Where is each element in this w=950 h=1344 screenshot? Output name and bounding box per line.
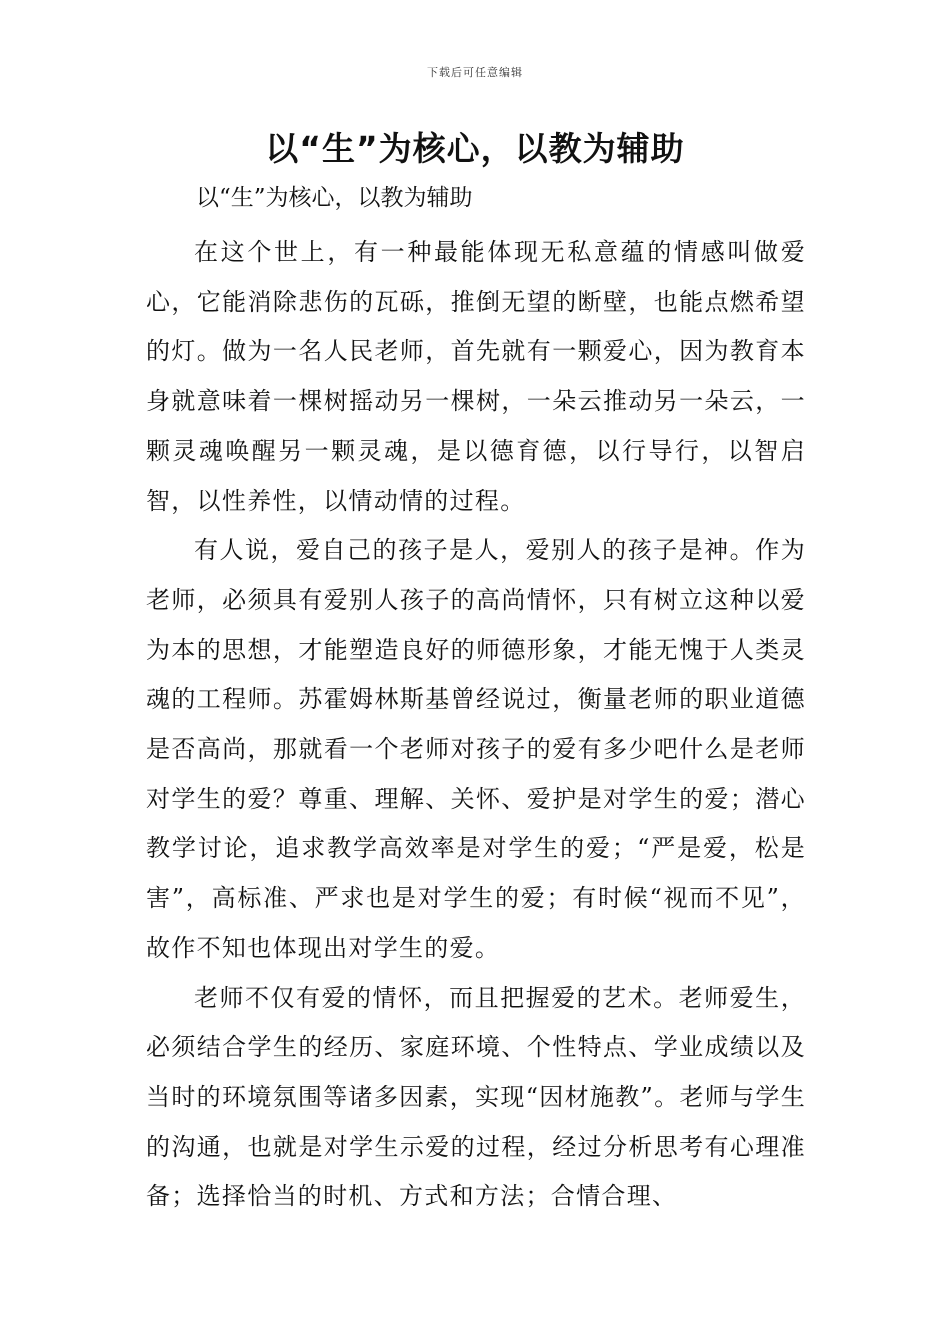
body-paragraph: 有人说，爱自己的孩子是人，爱别人的孩子是神。作为老师，必须具有爱别人孩子的高尚情怀，只有树立这种以爱为本的思想，才能塑造良好的师德形象，才能无愧于人类灵魂的工程师。苏霍姆林斯基曾经说过，衡量老师的职业道德是否高尚，那就看一个老师对孩子的爱有多少吧什么是老师对学生的爱？尊重、理解、关怀、爱护是对学生的爱；潜心教学讨论，追求教学高效率是对学生的爱；“严是爱，松是害”，高标准、严求也是对学生的爱；有时候“视而不见”，故作不知也体现出对学生的爱。 — [146, 536, 806, 962]
document-title: 以“生”为核心，以教为辅助 — [265, 129, 685, 168]
body-paragraph: 在这个世上，有一种最能体现无私意蕴的情感叫做爱心，它能消除悲伤的瓦砾，推倒无望的断壁，也能点燃希望的灯。做为一名人民老师，首先就有一颗爱心，因为教育本身就意味着一棵树摇动另一棵树，一朵云推动另一朵云，一颗灵魂唤醒另一颗灵魂，是以德育德，以行导行，以智启智，以性养性，以情动情的过程。 — [146, 238, 806, 515]
document-subtitle: 以“生”为核心，以教为辅助 — [196, 185, 473, 211]
header-note: 下载后可任意编辑 — [427, 66, 523, 79]
document-body — [146, 228, 806, 1222]
body-paragraph: 老师不仅有爱的情怀，而且把握爱的艺术。老师爱生，必须结合学生的经历、家庭环境、个性特点、学业成绩以及当时的环境氛围等诸多因素，实现“因材施教”。老师与学生的沟通，也就是对学生示爱的过程，经过分析思考有心理准备；选择恰当的时机、方式和方法；合情合理、 — [146, 983, 806, 1211]
